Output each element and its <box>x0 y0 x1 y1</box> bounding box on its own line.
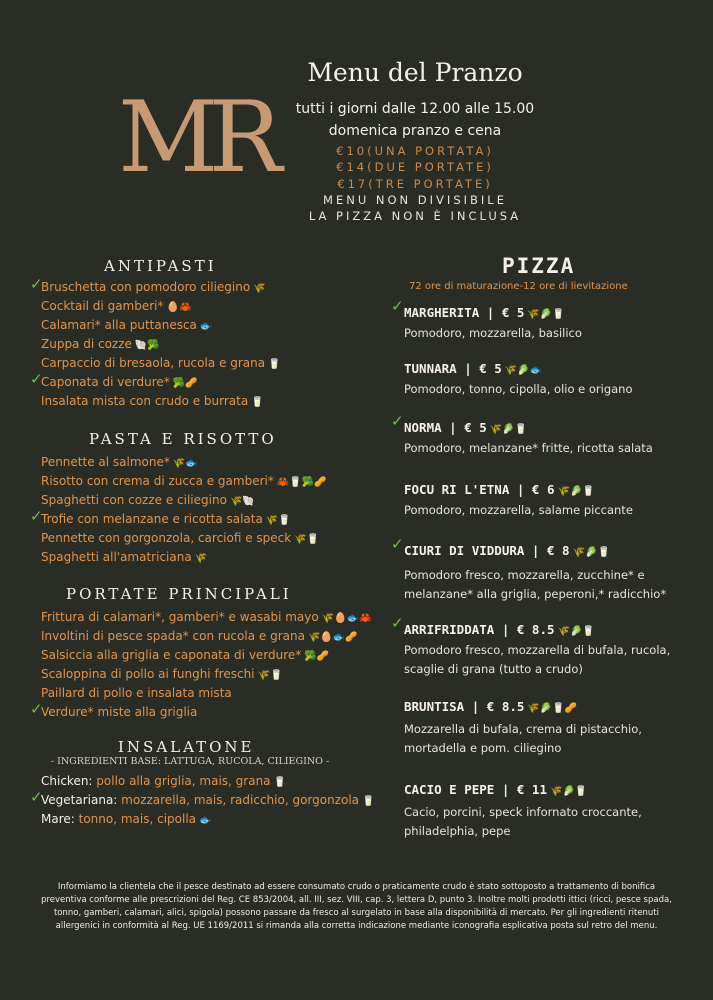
menu-item: Verdure* miste alla griglia <box>41 705 198 719</box>
menu-item: Risotto con crema di zucca e gamberi* 🦀🥛🥦🥜 <box>41 474 327 488</box>
vegetarian-icon: ✓ <box>30 370 43 388</box>
vegetarian-icon: ✓ <box>30 788 43 806</box>
restaurant-logo: MR <box>118 81 273 195</box>
pizza-name: BRUNTISA | € 8.5 🌾🥬🥛🥜 <box>404 699 578 714</box>
menu-item: Zuppa di cozze 🐚🥦 <box>41 337 160 351</box>
allergen-icons: 🌾🥛 <box>265 515 291 526</box>
allergen-disclaimer: Informiamo la clientela che il pesce destinato ad essere consumato crudo o praticamente crudo è stato sottoposto a trattamento di bonifica preventiva conforme alle prescrizioni del Reg. CE 853/2004, all. III, sez. VIII, cap. 3, lettera D, punto 3. Inoltre molti prodotti ittici (ricci, pesce spada, tonno, gamberi, calamari, alici, spigola) possono passare da fresco al surgelato in base alla disponibilità di mercato. Per gli ingredienti ritenuti allergenici in conformità al Reg. UE 1169/2011 si rimanda alla corretta indicazione mediante iconografia esplicativa posta sul retro del menu. <box>41 882 672 931</box>
menu-item: Caponata di verdure* 🥦🥜 <box>41 375 198 389</box>
menu-item: Trofie con melanzane e ricotta salata 🌾🥛 <box>41 512 291 526</box>
pizza-description: Pomodoro fresco, mozzarella, zucchine* e melanzane* alla griglia, peperoni,* radicchio* <box>404 568 667 601</box>
menu-item: Vegetariana: mozzarella, mais, radicchio, gorgonzola 🥛 <box>41 793 375 807</box>
salads-base-ingredients: - INGREDIENTI BASE: LATTUGA, RUCOLA, CILIEGINO - <box>50 756 330 767</box>
pizza-description: Pomodoro, mozzarella, basilico <box>404 326 582 340</box>
allergen-icons: 🌾🥛 <box>294 534 320 545</box>
allergen-icons: 🌾🥬🥛 <box>489 424 528 435</box>
allergen-icons: 🥦🥜 <box>304 651 330 662</box>
menu-item: Cocktail di gamberi* 🥚🦀 <box>41 299 192 313</box>
allergen-icons: 🌾🥛 <box>257 670 283 681</box>
menu-item: Pennette al salmone* 🌾🐟 <box>41 455 198 469</box>
menu-item: Bruschetta con pomodoro ciliegino 🌾 <box>41 280 266 294</box>
allergen-icons: 🥛 <box>273 777 286 788</box>
allergen-icons: 🐟 <box>199 321 213 332</box>
section-title-antipasti: ANTIPASTI <box>104 257 217 275</box>
menu-item: Spaghetti all'amatriciana 🌾 <box>41 550 208 564</box>
allergen-icons: 🥛 <box>268 359 281 370</box>
allergen-icons: 🥛 <box>362 796 375 807</box>
vegetarian-icon: ✓ <box>391 297 404 315</box>
pizza-dough-note: 72 ore di maturazione-12 ore di lievitazione <box>409 281 628 292</box>
pizza-description: Pomodoro, tonno, cipolla, olio e origano <box>404 382 633 396</box>
section-title-salads: INSALATONE <box>118 738 255 756</box>
vegetarian-icon: ✓ <box>30 275 43 293</box>
vegetarian-icon: ✓ <box>30 700 43 718</box>
vegetarian-icon: ✓ <box>391 535 404 553</box>
pizza-name: ARRIFRIDDATA | € 8.5 🌾🥬🥛 <box>404 622 595 637</box>
allergen-icons: 🌾🥬🐟 <box>504 365 543 376</box>
allergen-icons: 🌾🥬🥛 <box>550 786 588 797</box>
price-one-course: €10(UNA PORTATA) <box>336 144 494 158</box>
allergen-icons: 🐚🥦 <box>134 340 160 351</box>
menu-item: Frittura di calamari*, gamberi* e wasabi mayo 🌾🥚🐟🦀 <box>41 610 372 624</box>
allergen-icons: 🌾🥬🥛 <box>557 626 595 637</box>
allergen-icons: 🥦🥜 <box>172 378 198 389</box>
allergen-icons: 🌾🐚 <box>229 496 255 507</box>
vegetarian-icon: ✓ <box>391 412 404 430</box>
menu-item: Mare: tonno, mais, cipolla 🐟 <box>41 812 212 826</box>
section-title-pizza: PIZZA <box>502 254 576 278</box>
allergen-icons: 🦀🥛🥦🥜 <box>276 477 327 488</box>
hours-line: tutti i giorni dalle 12.00 alle 15.00 <box>295 101 535 117</box>
section-title-main-courses: PORTATE PRINCIPALI <box>66 585 292 603</box>
pizza-not-included-note: LA PIZZA NON È INCLUSA <box>308 209 522 223</box>
pizza-description: Pomodoro, melanzane* fritte, ricotta salata <box>404 441 653 455</box>
pizza-name: MARGHERITA | € 5 🌾🥬🥛 <box>404 305 565 320</box>
menu-item: Pennette con gorgonzola, carciofi e speck 🌾🥛 <box>41 531 320 545</box>
menu-item: Insalata mista con crudo e burrata 🥛 <box>41 394 264 408</box>
pizza-description: Pomodoro, mozzarella, salame piccante <box>404 503 633 517</box>
menu-item: Scaloppina di pollo ai funghi freschi 🌾🥛 <box>41 667 283 681</box>
pizza-name: CIURI DI VIDDURA | € 8 🌾🥬🥛 <box>404 543 610 558</box>
allergen-icons: 🌾🥬🥛 <box>527 309 565 320</box>
menu-item: Chicken: pollo alla griglia, mais, grana 🥛 <box>41 774 286 788</box>
pizza-name: NORMA | € 5 🌾🥬🥛 <box>404 420 528 435</box>
pizza-name: FOCU RI L'ETNA | € 6 🌾🥬🥛 <box>404 482 595 497</box>
menu-item: Carpaccio di bresaola, rucola e grana 🥛 <box>41 356 281 370</box>
price-two-courses: €14(DUE PORTATE) <box>336 160 494 174</box>
vegetarian-icon: ✓ <box>391 614 404 632</box>
allergen-icons: 🌾🥬🥛 <box>557 486 595 497</box>
vegetarian-icon: ✓ <box>30 507 43 525</box>
pizza-name: TUNNARA | € 5 🌾🥬🐟 <box>404 361 543 376</box>
price-three-courses: €17(TRE PORTATE) <box>337 177 493 191</box>
allergen-icons: 🌾🥚🐟🥜 <box>307 632 358 643</box>
menu-not-divisible-note: MENU NON DIVISIBILE <box>323 193 507 207</box>
sunday-line: domenica pranzo e cena <box>328 123 502 139</box>
pizza-description: Mozzarella di bufala, crema di pistacchio, mortadella e pom. ciliegino <box>404 722 642 755</box>
allergen-icons: 🥛 <box>251 397 264 408</box>
menu-title: Menu del Pranzo <box>307 58 523 87</box>
allergen-icons: 🌾🥬🥛 <box>572 547 610 558</box>
pizza-description: Pomodoro fresco, mozzarella di bufala, rucola, scaglie di grana (tutto a crudo) <box>404 643 671 676</box>
allergen-icons: 🌾 <box>253 283 266 294</box>
allergen-icons: 🐟 <box>199 815 212 826</box>
allergen-icons: 🌾 <box>194 553 208 564</box>
menu-item: Salsiccia alla griglia e caponata di verdure* 🥦🥜 <box>41 648 330 662</box>
allergen-icons: 🌾🐟 <box>172 458 198 469</box>
allergen-icons: 🌾🥬🥛🥜 <box>527 703 578 714</box>
pizza-description: Cacio, porcini, speck infornato croccante, philadelphia, pepe <box>404 805 642 838</box>
menu-item: Spaghetti con cozze e ciliegino 🌾🐚 <box>41 493 255 507</box>
allergen-icons: 🥚🦀 <box>166 302 192 313</box>
menu-item: Paillard di pollo e insalata mista <box>41 686 232 700</box>
menu-item: Calamari* alla puttanesca 🐟 <box>41 318 213 332</box>
section-title-pasta: PASTA E RISOTTO <box>89 430 277 448</box>
menu-item: Involtini di pesce spada* con rucola e grana 🌾🥚🐟🥜 <box>41 629 358 643</box>
pizza-name: CACIO E PEPE | € 11 🌾🥬🥛 <box>404 782 588 797</box>
allergen-icons: 🌾🥚🐟🦀 <box>321 613 372 624</box>
